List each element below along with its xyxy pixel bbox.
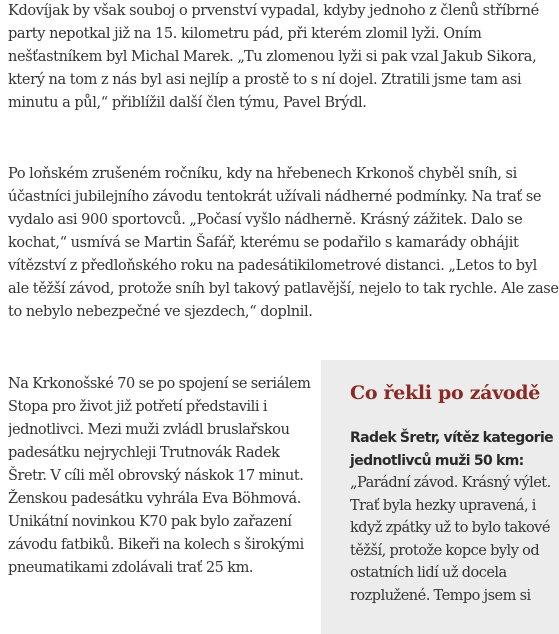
sidebar-box [321, 360, 559, 634]
sidebar-quote-text: „Parádní závod. Krásný výlet. Trať byla hezky upravená, i když zpátky už to bylo takové těžší, protože kopce byly od ostatních lidí už docela rozplužené. Tempo jsem si [350, 475, 551, 604]
sidebar-quote [350, 427, 557, 607]
article-paragraph-2: Po loňském zrušeném ročníku, kdy na hřebenech Krkonoš chyběl sníh, si účastníci jubilejního závodu tentokrát užívali nádherné podmínky. Na trať se vydalo asi 900 sportovců. „Počasí vyšlo nádherně. Krásný zážitek. Dalo se kochat,“ usmívá se Martin Šafář, kterému se podařilo s kamarády obhájit vítězství z předloňského roku na padesátikilometrové distanci. „Letos to byl ale těžší závod, protože sníh byl takový patlavější, nejelo to tak rychle. Ale zase to nebylo nebezpečné ve sjezdech,“ doplnil. [8, 166, 559, 320]
article-paragraph-1: Kdovíjak by však souboj o prvenství vypadal, kdyby jednoho z členů stříbrné party nepotkal již na 15. kilometru pád, při kterém zlomil lyži. Oním nešťastníkem byl Michal Marek. „Tu zlomenou lyži si pak vzal Jakub Sikora, který na tom z nás byl asi nejlíp a prostě to s ní dojel. Ztratili jsme tam asi minutu a půl,“ přiblížil další člen týmu, Pavel Brýdl. [8, 3, 539, 111]
sidebar-quote-author: Radek Šretr, vítěz kategorie jednotlivců muži 50 km: [350, 430, 554, 469]
sidebar-title: Co řekli po závodě [350, 382, 541, 404]
article-paragraph-3: Na Krkonošské 70 se po spojení se seriálem Stopa pro život již potřetí představili i jednotlivci. Mezi muži zvládl bruslařskou padesátku nejrychleji Trutnovák Radek Šretr. V cíli měl obrovský náskok 17 minut. Ženskou padesátku vyhrála Eva Böhmová. Unikátní novinkou K70 pak bylo zařazení závodu fatbiků. Bikeři na kolech s širokými pneumatikami zdolávali trať 25 km. [8, 376, 311, 576]
